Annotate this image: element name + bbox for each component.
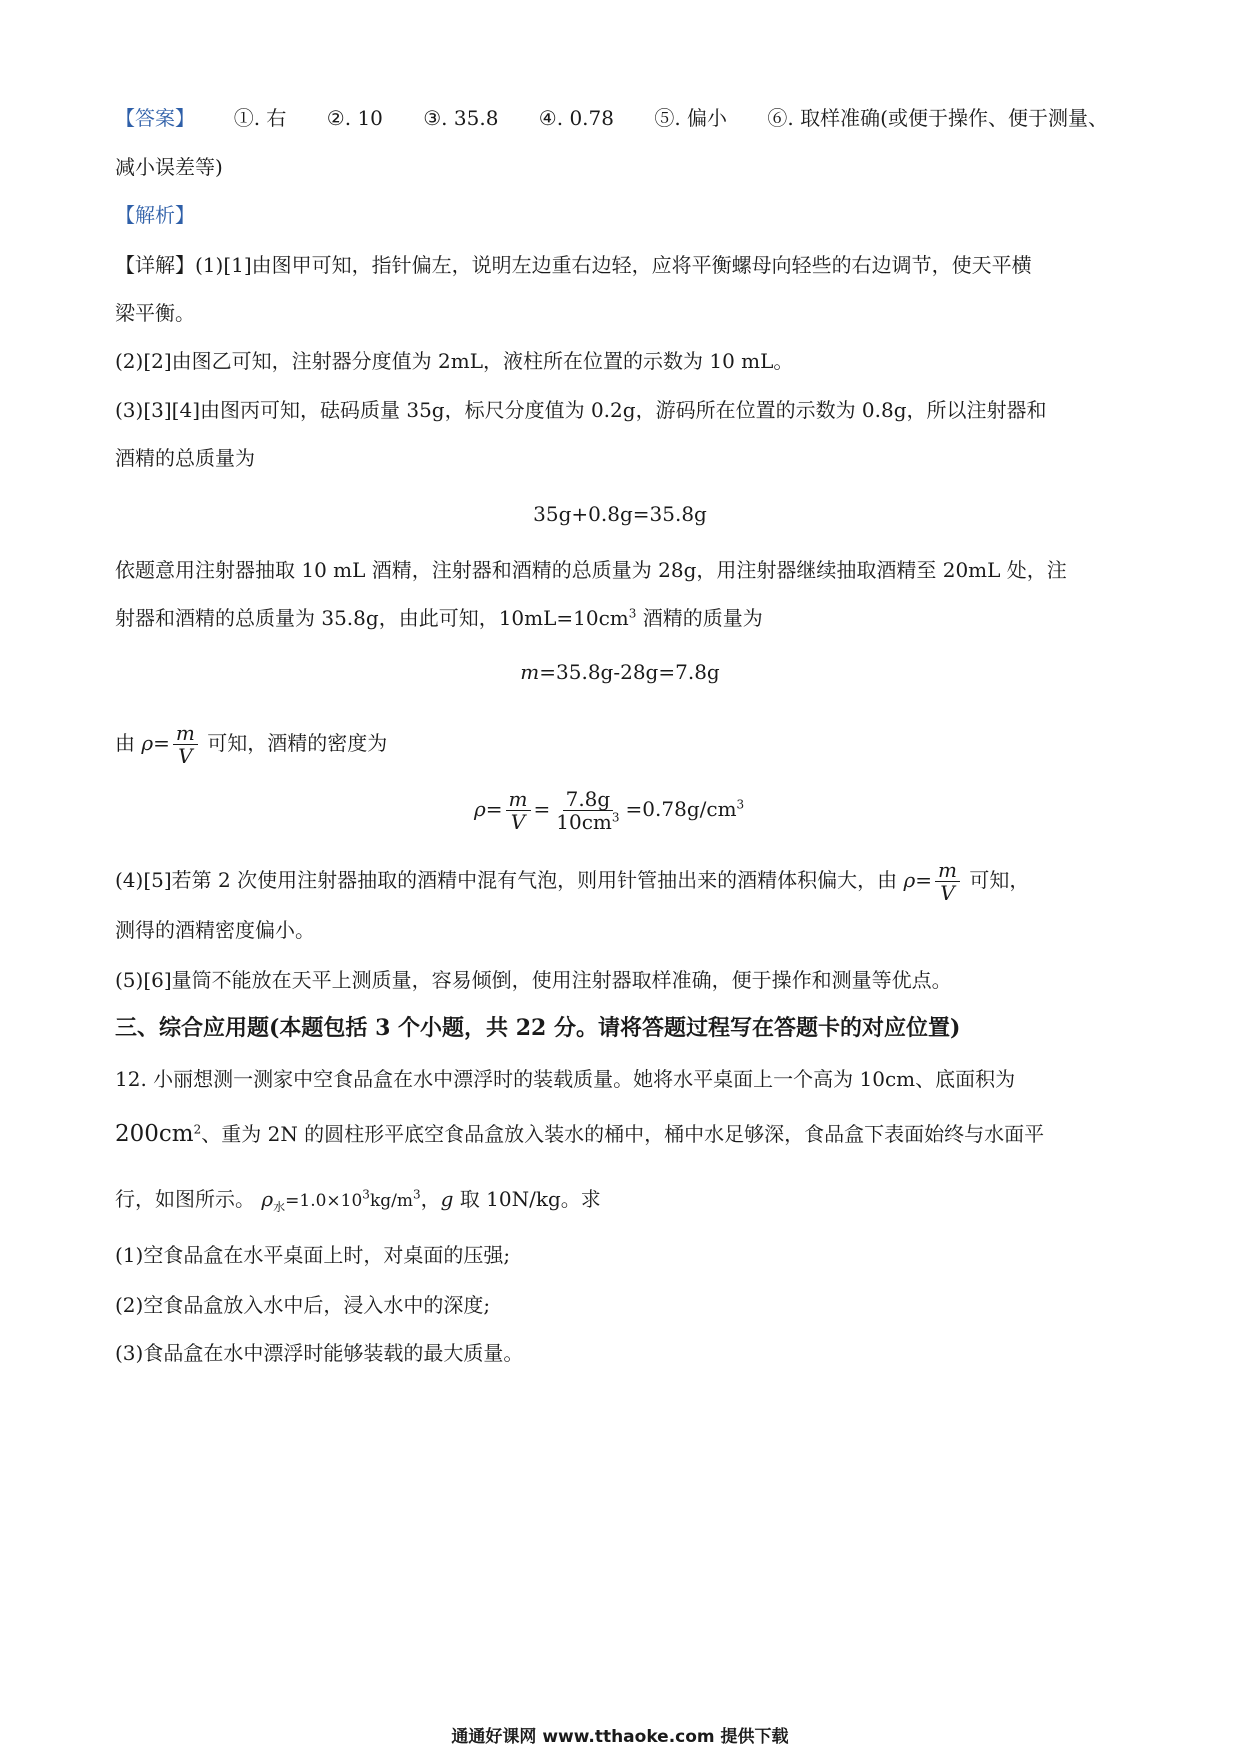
detail-p4b-post: 酒精的质量为 <box>636 606 763 630</box>
detail-p1a: (1)[1]由图甲可知，指针偏左，说明左边重右边轻，应将平衡螺母向轻些的右边调节，使天平横 <box>195 253 1032 277</box>
question-12-line-3 <box>115 1184 601 1216</box>
detail-p5-pre: 由 <box>115 731 135 755</box>
eq2-rest: =35.8g-28g=7.8g <box>539 660 720 684</box>
frac-denominator-value <box>553 811 622 833</box>
detail-line-1b: 梁平衡。 <box>115 301 195 325</box>
analysis-tag: 【解析】 <box>115 203 195 227</box>
area-value: 200cm <box>115 1121 194 1147</box>
detail-line-6 <box>115 850 1029 910</box>
detail-line-6b: 测得的酒精密度偏小。 <box>115 918 315 942</box>
answer-tag: 【答案】 <box>115 106 195 130</box>
detail-line-2: (2)[2]由图乙可知，注射器分度值为 2mL，液柱所在位置的示数为 10 mL。 <box>115 349 794 373</box>
fraction-m-over-v <box>935 859 960 904</box>
fraction-m-over-v <box>173 722 198 767</box>
density-unit: kg/m <box>369 1191 413 1211</box>
unit-superscript: 3 <box>412 1187 421 1202</box>
frac-numerator: m <box>935 859 960 882</box>
rho-water-symbol: ρ <box>261 1187 274 1211</box>
equals-sign: = <box>533 797 551 821</box>
answer-line <box>115 103 1108 133</box>
sub-question-1: (1)空食品盒在水平桌面上时，对桌面的压强; <box>115 1243 511 1267</box>
answer-item-6: ⑥. 取样准确(或便于操作、便于测量、 <box>767 106 1108 130</box>
result-superscript: 3 <box>736 797 745 812</box>
eq2-m-symbol: m <box>520 660 540 684</box>
rho-symbol: ρ <box>903 868 916 892</box>
detail-p6-post: 可知， <box>969 868 1030 892</box>
rho-symbol: ρ <box>141 731 154 755</box>
frac-numerator: m <box>173 722 198 745</box>
equation-alcohol-mass <box>0 657 1240 687</box>
question-12-line-1: 12. 小丽想测一测家中空食品盒在水中漂浮时的装载质量。她将水平桌面上一个高为 10cm、底面积为 <box>115 1067 1016 1091</box>
density-result: =0.78g/cm <box>625 797 737 821</box>
frac-numerator-value: 7.8g <box>563 788 614 811</box>
detail-line-4b <box>115 603 763 633</box>
equals-sign: = <box>153 731 170 755</box>
q12-c-pre: 行，如图所示。 <box>115 1187 255 1211</box>
fraction-m-over-v <box>506 788 531 833</box>
detail-line-1 <box>115 250 1032 280</box>
detail-tag: 【详解】 <box>115 253 195 277</box>
answer-item-4: ④. 0.78 <box>538 106 614 130</box>
q12-c-post: 取 10N/kg。求 <box>453 1187 601 1211</box>
equals-sign: = <box>485 797 503 821</box>
sub-question-3: (3)食品盒在水中漂浮时能够装载的最大质量。 <box>115 1341 524 1365</box>
answer-item-2: ②. 10 <box>326 106 383 130</box>
sub-question-2: (2)空食品盒放入水中后，浸入水中的深度; <box>115 1293 491 1317</box>
detail-line-3a: (3)[3][4]由图丙可知，砝码质量 35g，标尺分度值为 0.2g，游码所在位置的示数为 0.8g，所以注射器和 <box>115 398 1047 422</box>
detail-p6-pre: (4)[5]若第 2 次使用注射器抽取的酒精中混有气泡，则用针管抽出来的酒精体积偏大，由 <box>115 868 898 892</box>
section-heading: 三、综合应用题(本题包括 3 个小题，共 22 分。请将答题过程写在答题卡的对应位置) <box>115 1015 961 1041</box>
frac-denominator: V <box>178 744 193 768</box>
detail-line-4a: 依题意用注射器抽取 10 mL 酒精，注射器和酒精的总质量为 28g，用注射器继续抽取酒精至 20mL 处，注 <box>115 558 1067 582</box>
question-12-line-2 <box>115 1119 1044 1149</box>
frac-denominator: V <box>940 881 955 905</box>
equation-density <box>474 776 744 842</box>
power-superscript: 3 <box>362 1187 370 1202</box>
answer-continuation: 减小误差等) <box>115 155 223 179</box>
answer-item-1: ①. 右 <box>233 106 287 130</box>
frac-numerator: m <box>506 788 531 811</box>
equation-total-mass: 35g+0.8g=35.8g <box>533 502 707 526</box>
detail-line-5 <box>115 713 387 773</box>
water-subscript: 水 <box>273 1200 286 1214</box>
q12-c-separator: ， <box>420 1187 441 1211</box>
fraction-values <box>553 788 622 833</box>
detail-line-3b: 酒精的总质量为 <box>115 446 255 470</box>
detail-p5-post: 可知，酒精的密度为 <box>207 731 388 755</box>
detail-p4b-pre: 射器和酒精的总质量为 35.8g，由此可知，10mL=10cm <box>115 606 629 630</box>
footer-text: 通通好课网 www.tthaoke.com 提供下载 <box>451 1727 789 1747</box>
answer-item-5: ⑤. 偏小 <box>654 106 728 130</box>
answer-item-3: ③. 35.8 <box>423 106 499 130</box>
water-density-value: =1.0×10 <box>285 1191 363 1211</box>
equals-sign: = <box>915 868 932 892</box>
rho-symbol: ρ <box>474 797 486 821</box>
cm-superscript: 3 <box>628 606 637 621</box>
detail-line-7: (5)[6]量筒不能放在天平上测质量，容易倾倒，使用注射器取样准确，便于操作和测量等优点。 <box>115 968 952 992</box>
area-superscript: 2 <box>193 1122 202 1137</box>
den-superscript: 3 <box>611 810 620 825</box>
g-symbol: g <box>440 1187 454 1211</box>
den-text: 10cm <box>556 810 612 834</box>
question-12-line-2-rest: 、重为 2N 的圆柱形平底空食品盒放入装水的桶中，桶中水足够深，食品盒下表面始终与水面平 <box>201 1122 1045 1146</box>
frac-denominator: V <box>510 810 526 834</box>
